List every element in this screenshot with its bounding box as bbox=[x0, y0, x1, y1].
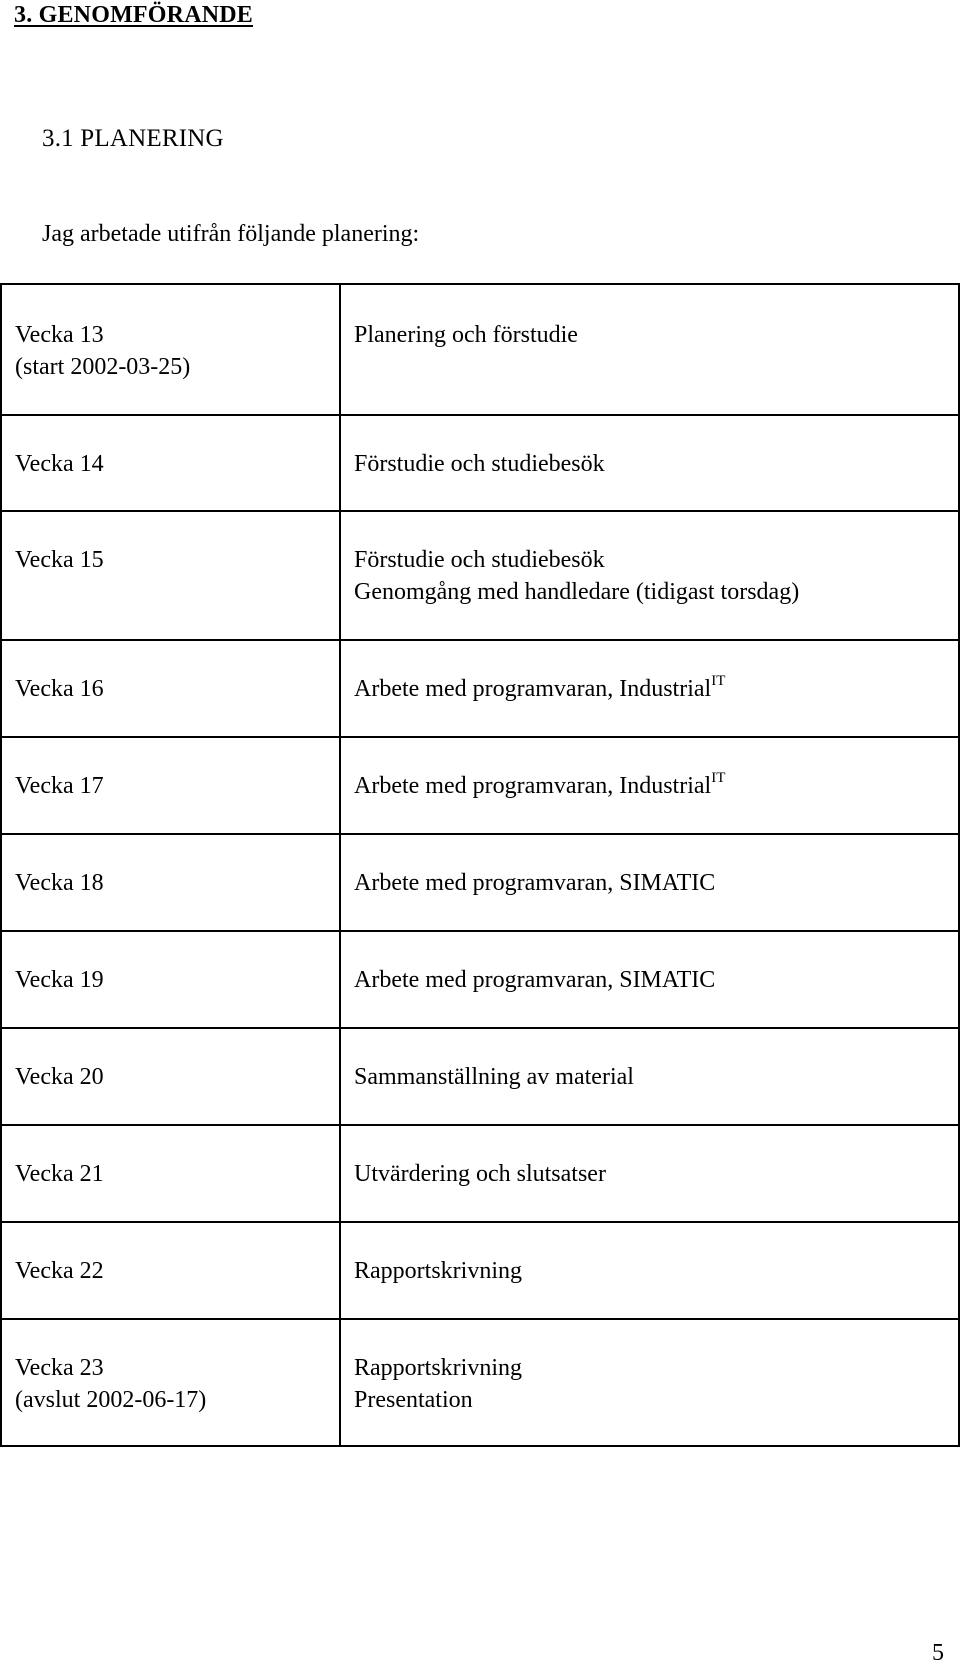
activity-cell bbox=[340, 284, 959, 415]
week-cell bbox=[1, 737, 340, 834]
week-label: Vecka 16 bbox=[15, 676, 104, 702]
planning-table bbox=[0, 283, 960, 1447]
table-row bbox=[1, 640, 959, 737]
week-label: Vecka 13 bbox=[15, 322, 104, 348]
week-label: Vecka 23 bbox=[15, 1355, 104, 1381]
activity-text: Rapportskrivning bbox=[354, 1355, 522, 1381]
activity-cell bbox=[340, 737, 959, 834]
table-row bbox=[1, 1028, 959, 1125]
week-label: Vecka 20 bbox=[15, 1064, 104, 1090]
activity-cell bbox=[340, 834, 959, 931]
week-note: (start 2002-03-25) bbox=[15, 354, 191, 380]
superscript-it: IT bbox=[711, 673, 726, 689]
week-label: Vecka 15 bbox=[15, 547, 104, 573]
page-number: 5 bbox=[932, 1640, 944, 1666]
table-row bbox=[1, 931, 959, 1028]
table-row bbox=[1, 415, 959, 511]
activity-text bbox=[354, 770, 958, 802]
week-cell bbox=[1, 1125, 340, 1222]
activity-text: Arbete med programvaran, SIMATIC bbox=[354, 870, 716, 896]
superscript-it: IT bbox=[711, 770, 726, 786]
activity-cell bbox=[340, 1028, 959, 1125]
table-row bbox=[1, 737, 959, 834]
week-cell bbox=[1, 640, 340, 737]
week-cell bbox=[1, 1028, 340, 1125]
table-row bbox=[1, 511, 959, 640]
intro-text: Jag arbetade utifrån följande planering: bbox=[42, 221, 420, 247]
week-label: Vecka 21 bbox=[15, 1161, 104, 1187]
activity-cell bbox=[340, 640, 959, 737]
activity-cell bbox=[340, 931, 959, 1028]
activity-cell bbox=[340, 1222, 959, 1319]
activity-text: Förstudie och studiebesök bbox=[354, 547, 605, 573]
week-cell bbox=[1, 1319, 340, 1446]
activity-text: Förstudie och studiebesök bbox=[354, 451, 605, 477]
activity-cell bbox=[340, 1319, 959, 1446]
week-cell bbox=[1, 834, 340, 931]
week-cell bbox=[1, 1222, 340, 1319]
activity-cell bbox=[340, 1125, 959, 1222]
activity-text: Arbete med programvaran, SIMATIC bbox=[354, 967, 716, 993]
week-label: Vecka 14 bbox=[15, 451, 104, 477]
week-cell bbox=[1, 415, 340, 511]
activity-text: Utvärdering och slutsatser bbox=[354, 1161, 606, 1187]
week-label: Vecka 22 bbox=[15, 1258, 104, 1284]
week-note: (avslut 2002-06-17) bbox=[15, 1387, 207, 1413]
table-row bbox=[1, 834, 959, 931]
week-cell bbox=[1, 284, 340, 415]
activity-cell bbox=[340, 415, 959, 511]
activity-cell bbox=[340, 511, 959, 640]
activity-text: Planering och förstudie bbox=[354, 322, 578, 348]
week-label: Vecka 19 bbox=[15, 967, 104, 993]
section-heading: 3. GENOMFÖRANDE bbox=[14, 2, 253, 28]
activity-text: Genomgång med handledare (tidigast torsdag) bbox=[354, 579, 800, 605]
week-label: Vecka 17 bbox=[15, 773, 104, 799]
table-row bbox=[1, 1222, 959, 1319]
table-row bbox=[1, 1125, 959, 1222]
activity-main-text: Arbete med programvaran, Industrial bbox=[354, 773, 712, 799]
table-row bbox=[1, 1319, 959, 1446]
week-cell bbox=[1, 511, 340, 640]
week-cell bbox=[1, 931, 340, 1028]
activity-text: Rapportskrivning bbox=[354, 1258, 522, 1284]
activity-main-text: Arbete med programvaran, Industrial bbox=[354, 676, 712, 702]
table-row bbox=[1, 284, 959, 415]
activity-text: Sammanställning av material bbox=[354, 1064, 634, 1090]
subsection-heading: 3.1 PLANERING bbox=[42, 125, 224, 152]
activity-text: Presentation bbox=[354, 1387, 473, 1413]
week-label: Vecka 18 bbox=[15, 870, 104, 896]
activity-text bbox=[354, 673, 958, 705]
